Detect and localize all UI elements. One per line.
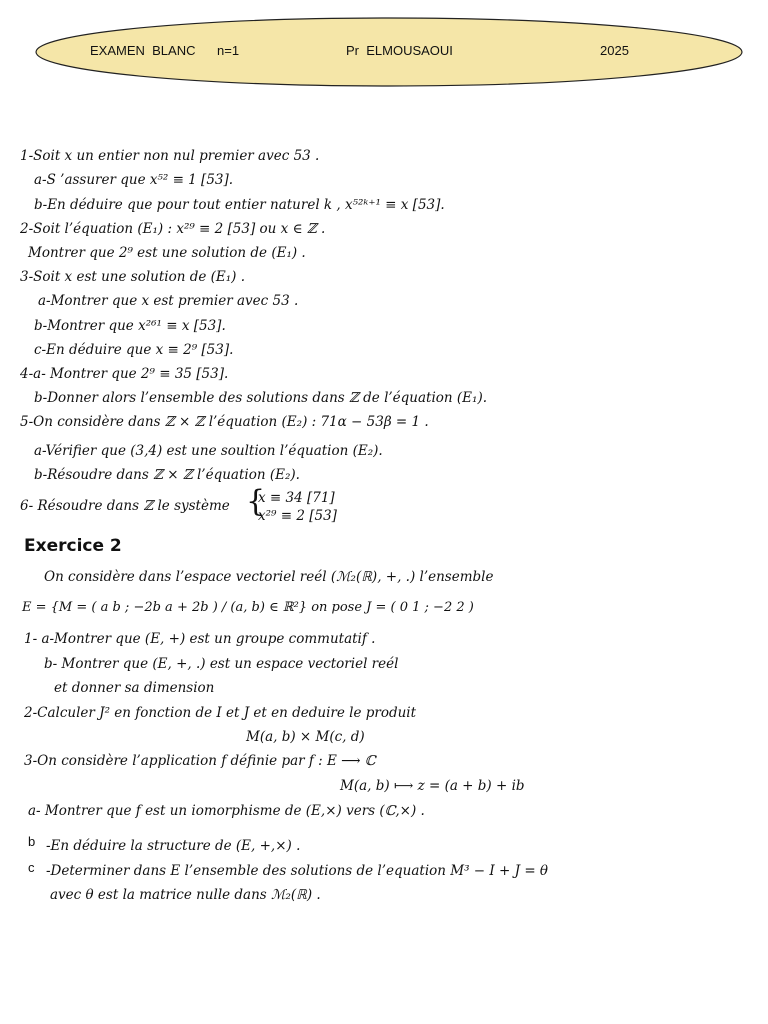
ex1-line-2: 2-Soit l’équation (E₁) : x²⁹ ≡ 2 [53] ou x ∈ ℤ . [20,221,326,237]
system-eq-2: x²⁹ ≡ 2 [53] [258,508,337,524]
ex2-letter-c: c [28,860,35,875]
ex2-line-2-product: M(a, b) × M(c, d) [246,729,365,745]
ex1-line-3b: b-Montrer que x²⁶¹ ≡ x [53]. [34,318,226,334]
ex2-line-1b-cont: et donner sa dimension [54,680,215,696]
ex2-line-3c-cont: avec θ est la matrice nulle dans ℳ₂(ℝ) . [50,887,321,903]
system-brace: { [246,484,266,519]
ex2-line-intro: On considère dans l’espace vectoriel reél (ℳ₂(ℝ), +, .) l’ensemble [44,569,494,585]
ex1-line-1: 1-Soit x un entier non nul premier avec 53 . [20,148,320,164]
ex1-line-1a: a-S ’assurer que x⁵² ≡ 1 [53]. [34,172,234,188]
ex1-line-1b: b-En déduire que pour tout entier naturel k , x⁵²ᵏ⁺¹ ≡ x [53]. [34,197,445,213]
ex2-line-3-map: M(a, b) ⟼ z = (a + b) + ib [340,778,525,794]
exam-header-banner [34,16,744,88]
ex1-line-3: 3-Soit x est une solution de (E₁) . [20,269,245,285]
ex2-line-2: 2-Calculer J² en fonction de I et J et en deduire le produit [24,705,417,721]
ex2-line-1a: 1- a-Montrer que (E, +) est un groupe commutatif . [24,631,376,647]
ex1-line-4b: b-Donner alors l’ensemble des solutions dans ℤ de l’équation (E₁). [34,390,488,406]
exercise-2-title: Exercice 2 [24,536,122,556]
ex2-line-1b: b- Montrer que (E, +, .) est un espace vectoriel reél [44,656,399,672]
ex1-line-5a: a-Vérifier que (3,4) est une soultion l’équation (E₂). [34,443,383,459]
ex2-line-3: 3-On considère l’application f définie par f : E ⟶ ℂ [24,753,376,769]
ex1-line-2b: Montrer que 2⁹ est une solution de (E₁) . [28,245,306,261]
ex2-letter-b: b [28,834,36,849]
ex2-line-3b: -En déduire la structure de (E, +,×) . [46,838,301,854]
exam-year: 2025 [600,43,629,58]
ex1-line-4a: 4-a- Montrer que 2⁹ ≡ 35 [53]. [20,366,229,382]
ex1-line-6: 6- Résoudre dans ℤ le système [20,498,230,514]
ex1-line-5: 5-On considère dans ℤ × ℤ l’équation (E₂) : 71α − 53β = 1 . [20,414,429,430]
exam-number: n=1 [217,43,240,58]
ex2-line-3c: -Determiner dans E l’ensemble des solutions de l’equation M³ − I + J = θ [46,863,549,879]
ex2-line-set-E: E = {M = ( a b ; −2b a + 2b ) / (a, b) ∈ ℝ²} on pose J = ( 0 1 ; −2 2 ) [22,600,474,615]
exam-title: EXAMEN BLANC [90,43,196,58]
system-eq-1: x ≡ 34 [71] [258,490,335,506]
ex1-line-3c: c-En déduire que x ≡ 2⁹ [53]. [34,342,234,358]
teacher-name: Pr ELMOUSAOUI [346,43,453,58]
ex1-line-5b: b-Résoudre dans ℤ × ℤ l’équation (E₂). [34,467,300,483]
ex2-line-3a: a- Montrer que f est un iomorphisme de (E,×) vers (ℂ,×) . [28,803,425,819]
ex1-line-3a: a-Montrer que x est premier avec 53 . [38,293,299,309]
